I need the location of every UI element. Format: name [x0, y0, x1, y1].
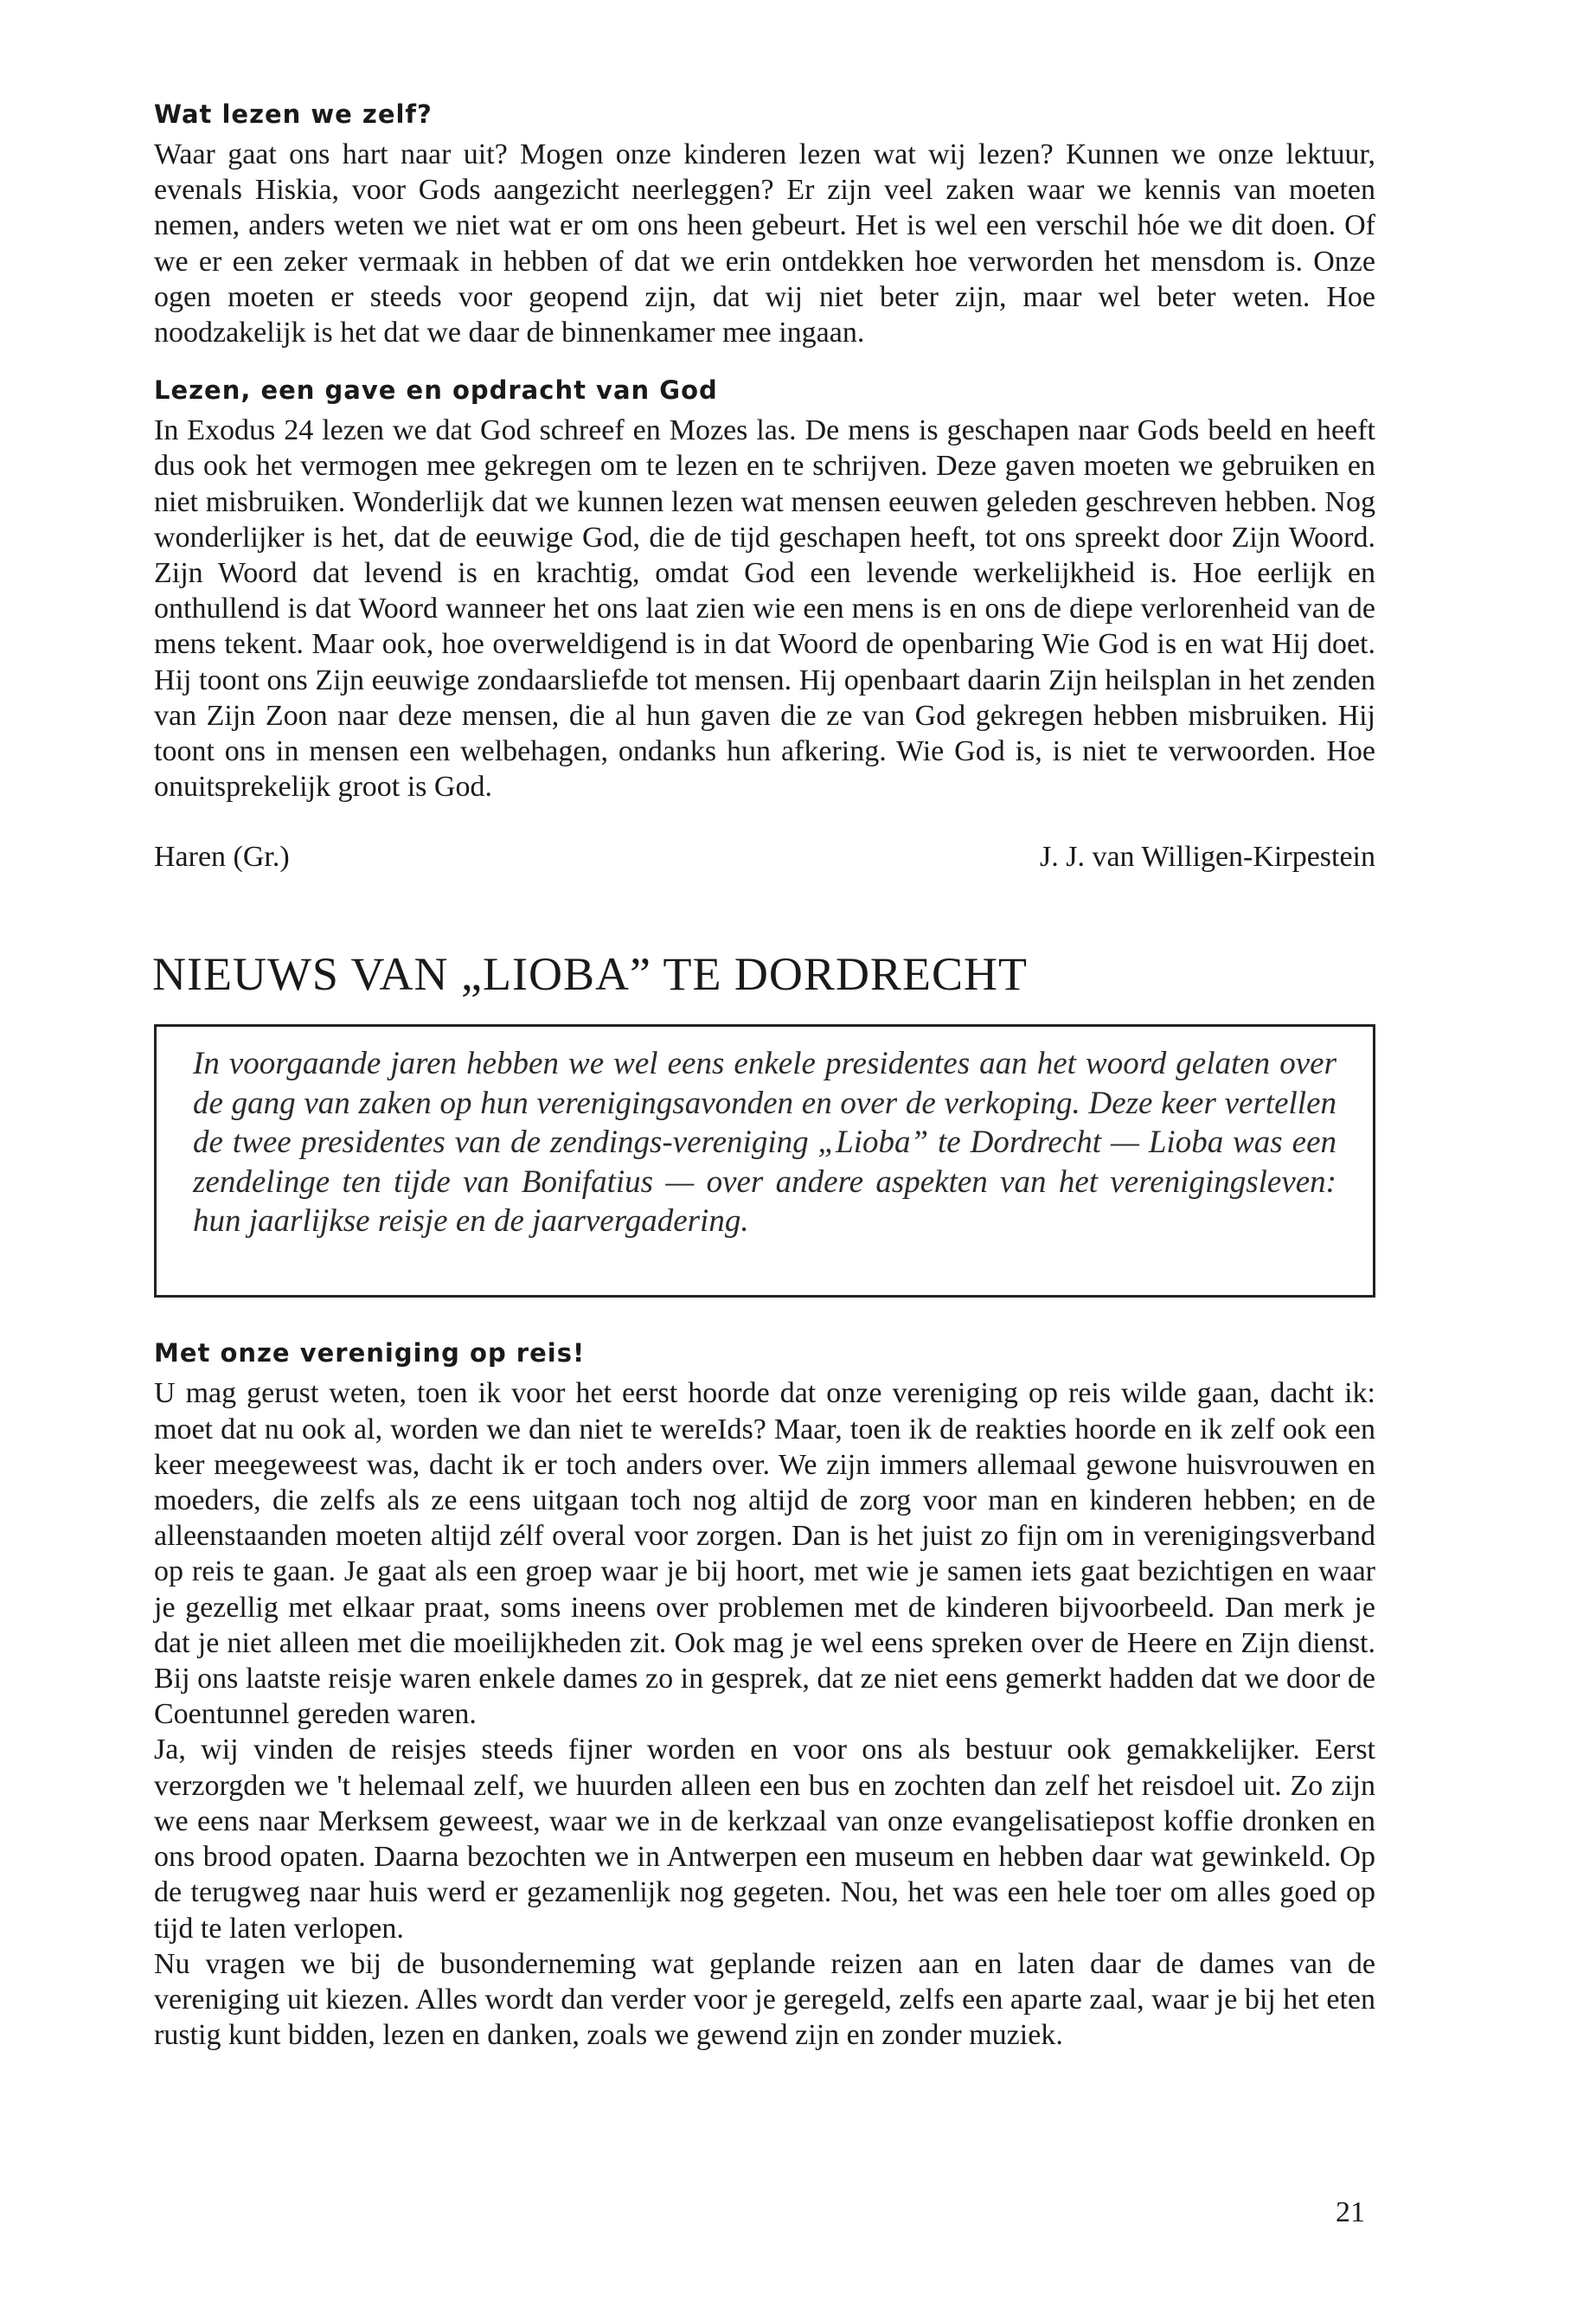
section-lezen-gave-opdracht	[154, 373, 1375, 804]
section-wat-lezen-we-zelf	[154, 97, 1375, 350]
section-body: In Exodus 24 lezen we dat God schreef en Mozes las. De mens is geschapen naar Gods beeld en heeft dus ook het vermogen mee gekregen om te lezen en te schrijven. Deze gaven moeten we gebruiken en niet misbruiken. Wonderlijk dat we kunnen lezen wat mensen eeuwen geleden geschreven hebben. Nog wonderlijker is het, dat de eeuwige God, die de tijd geschapen heeft, tot ons spreekt door Zijn Woord. Zijn Woord dat levend is en krachtig, omdat God een levende werkelijkheid is. Hoe eerlijk en onthullend is dat Woord wanneer het ons laat zien wie een mens is en ons de diepe verlorenheid van de mens tekent. Maar ook, hoe overweldigend is in dat Woord de openbaring Wie God is en wat Hij doet. Hij toont ons Zijn eeuwige zondaarsliefde tot mensen. Hij openbaart daarin Zijn heilsplan in het zenden van Zijn Zoon naar deze mensen, die al hun gaven die ze van God gekregen hebben misbruiken. Hij toont ons in mensen een welbehagen, ondanks hun afkering. Wie God is, is niet te verwoorden. Hoe onuitsprekelijk groot is God.	[154, 414, 1375, 804]
section-heading: Wat lezen we zelf?	[154, 99, 433, 129]
intro-text: In voorgaande jaren hebben we wel eens enkele presidentes aan het woord gelaten over de gang van zaken op hun verenigingsavonden en over de verkoping. Deze keer vertellen de twee presidentes van de zendings-vereniging „Lioba” te Dordrecht — Lioba was een zendelinge ten tijde van Bonifatius — over andere aspekten van het verenigingsleven: hun jaarlijkse reisje en de jaarvergadering.	[193, 1046, 1336, 1240]
signature-author: J. J. van Willigen-Kirpestein	[1040, 841, 1375, 874]
text-column	[154, 97, 1375, 2053]
intro-box	[154, 1024, 1375, 1298]
paragraph: Ja, wij vinden de reisjes steeds fijner worden en voor ons als bestuur ook gemakkelijker. Eerst verzorgden we 't helemaal zelf, we huurden alleen een bus en zochten dan zelf het reisdoel uit. Zo zijn we eens naar Merksem geweest, waar we in de kerkzaal van onze evangelisatiepost koffie dronken en ons brood opaten. Daarna bezochten we in Antwerpen een museum en hebben daar wat gewinkeld. Op de terugweg naar huis werd er gezamenlijk nog gegeten. Nou, het was een hele toer om alles goed op tijd te laten verlopen.	[154, 1734, 1375, 1945]
signature-place: Haren (Gr.)	[154, 841, 290, 874]
paragraph: Nu vragen we bij de busonderneming wat geplande reizen aan en laten daar de dames van de vereniging uit kiezen. Alles wordt dan verder voor je geregeld, zelfs een aparte zaal, waar je bij het eten rustig kunt bidden, lezen en danken, zoals we gewend zijn en zonder muziek.	[154, 1947, 1375, 2052]
section-heading: Met onze vereniging op reis!	[154, 1338, 586, 1368]
section-heading: Lezen, een gave en opdracht van God	[154, 375, 718, 406]
paragraph: U mag gerust weten, toen ik voor het eerst hoorde dat onze vereniging op reis wilde gaan, dacht ik: moet dat nu ook al, worden we dan niet te wereIds? Maar, toen ik de reakties hoorde en ik zelf ook een keer meegeweest was, dacht ik er toch anders over. We zijn immers allemaal gewone huisvrouwen en moeders, die zelfs als ze eens uitgaan toch nog altijd de zorg voor man en kinderen hebben; en de alleenstaanden moeten altijd zélf overal voor zorgen. Dan is het juist zo fijn om in verenigingsverband op reis te gaan. Je gaat als een groep waar je bij hoort, met wie je samen iets gaat bezichtigen en waar je gezellig met elkaar praat, soms ineens over problemen met de kinderen bijvoorbeeld. Dan merk je dat je niet alleen met die moeilijkheden zit. Ook mag je wel eens spreken over de Heere en Zijn dienst. Bij ons laatste reisje waren enkele dames zo in gesprek, dat ze niet eens gemerkt hadden dat we door de Coentunnel gereden waren.	[154, 1377, 1375, 1731]
article-title: NIEUWS VAN „LIOBA” TE DORDRECHT	[152, 948, 1028, 1001]
signature-line	[154, 839, 1375, 875]
section-body: Waar gaat ons hart naar uit? Mogen onze kinderen lezen wat wij lezen? Kunnen we onze lektuur, evenals Hiskia, voor Gods aangezicht neerleggen? Er zijn veel zaken waar we kennis van moeten nemen, anders weten we niet wat er om ons heen gebeurt. Het is wel een verschil hóe we dit doen. Of we er een zeker vermaak in hebben of dat we erin ontdekken hoe verworden het mensdom is. Onze ogen moeten er steeds voor geopend zijn, dat wij niet beter zijn, maar wel beter weten. Hoe noodzakelijk is het dat we daar de binnenkamer mee ingaan.	[154, 138, 1375, 349]
page-number: 21	[1336, 2196, 1365, 2228]
section-met-onze-vereniging	[154, 1336, 1375, 2053]
